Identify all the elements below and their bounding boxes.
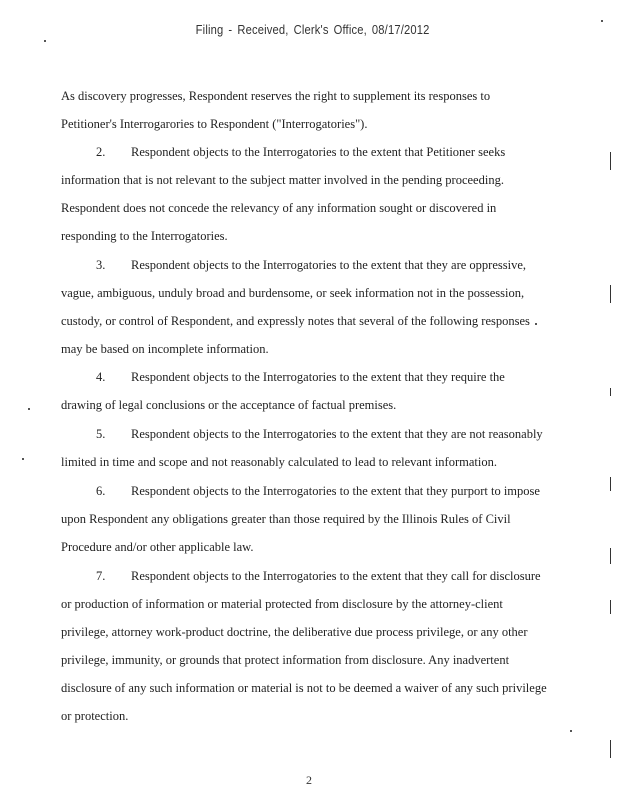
paragraph-4-number: 4.	[96, 370, 106, 384]
paragraph-7-line-6: or protection.	[61, 709, 129, 723]
margin-change-bar	[610, 600, 611, 614]
paragraph-2-line-3: Respondent does not concede the relevancy of any information sought or discovered in	[61, 201, 497, 215]
page-number: 2	[306, 773, 312, 787]
paragraph-3-line-4: may be based on incomplete information.	[61, 342, 269, 356]
paragraph-2-line-1: Respondent objects to the Interrogatories to the extent that Petitioner seeks	[131, 145, 506, 159]
paragraph-6-line-3: Procedure and/or other applicable law.	[61, 540, 254, 554]
scan-speck	[44, 40, 46, 42]
paragraph-3-line-2: vague, ambiguous, unduly broad and burdensome, or seek information not in the possession,	[61, 286, 525, 300]
margin-change-bar	[610, 548, 611, 564]
margin-change-bar	[610, 285, 611, 303]
paragraph-6-line-2: upon Respondent any obligations greater than those required by the Illinois Rules of Civil	[61, 512, 511, 526]
paragraph-5-line-1: Respondent objects to the Interrogatories to the extent that they are not reasonably	[131, 427, 543, 441]
margin-change-bar	[610, 740, 611, 758]
paragraph-1-line-1: As discovery progresses, Respondent reserves the right to supplement its responses to	[61, 89, 491, 103]
paragraph-5-line-2: limited in time and scope and not reasonably calculated to lead to relevant information.	[61, 455, 497, 469]
paragraph-2-line-4: responding to the Interrogatories.	[61, 229, 228, 243]
paragraph-7-number: 7.	[96, 569, 106, 583]
paragraph-7-line-1: Respondent objects to the Interrogatories to the extent that they call for disclosure	[131, 569, 541, 583]
scan-speck	[535, 323, 537, 325]
filing-header: Filing - Received, Clerk's Office, 08/17/2012	[195, 22, 430, 37]
paragraph-6-number: 6.	[96, 484, 106, 498]
paragraph-5-number: 5.	[96, 427, 106, 441]
paragraph-2-number: 2.	[96, 145, 106, 159]
paragraph-4-line-2: drawing of legal conclusions or the acceptance of factual premises.	[61, 398, 397, 412]
paragraph-3-line-1: Respondent objects to the Interrogatories to the extent that they are oppressive,	[131, 258, 527, 272]
paragraph-2-line-2: information that is not relevant to the subject matter involved in the pending proceeding.	[61, 173, 504, 187]
paragraph-7-line-2: or production of information or material protected from disclosure by the attorney-client	[61, 597, 503, 611]
margin-change-bar	[610, 152, 611, 170]
paragraph-7-line-5: disclosure of any such information or material is not to be deemed a waiver of any such privilege	[61, 681, 547, 695]
scan-speck	[570, 730, 572, 732]
paragraph-7-line-3: privilege, attorney work-product doctrine, the deliberative due process privilege, or any other	[61, 625, 528, 639]
scan-speck	[22, 458, 24, 460]
paragraph-3-line-3: custody, or control of Respondent, and expressly notes that several of the following responses	[61, 314, 530, 328]
scan-speck	[28, 408, 30, 410]
paragraph-1-line-2: Petitioner's Interrogarories to Respondent ("Interrogatories").	[61, 117, 368, 131]
margin-change-bar	[610, 477, 611, 491]
paragraph-7-line-4: privilege, immunity, or grounds that protect information from disclosure. Any inadvertent	[61, 653, 510, 667]
scan-speck	[601, 20, 603, 22]
paragraph-4-line-1: Respondent objects to the Interrogatories to the extent that they require the	[131, 370, 505, 384]
paragraph-6-line-1: Respondent objects to the Interrogatories to the extent that they purport to impose	[131, 484, 540, 498]
paragraph-3-number: 3.	[96, 258, 106, 272]
margin-change-bar	[610, 388, 611, 396]
